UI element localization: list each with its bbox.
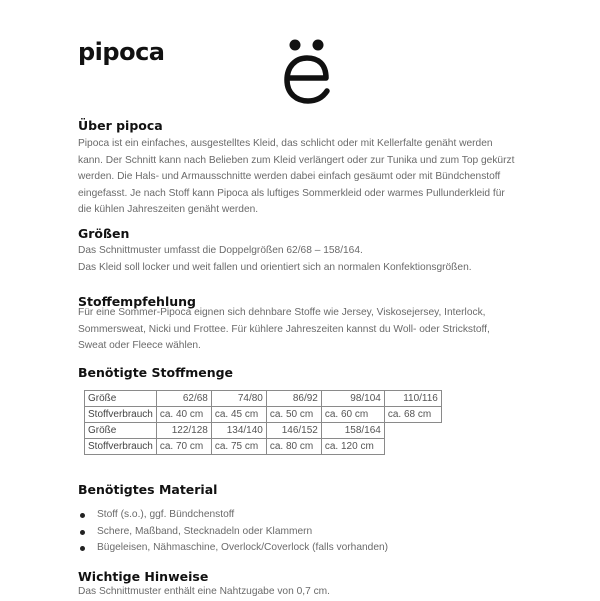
fabric-cell: ca. 68 cm xyxy=(384,407,441,423)
table-row xyxy=(85,439,442,455)
about-heading: Über pipoca xyxy=(78,118,163,133)
bullet-icon xyxy=(80,513,85,518)
fabric-amount-table xyxy=(84,390,442,455)
notes-text xyxy=(78,584,548,601)
fabric-label-cell: Stoffverbrauch xyxy=(85,439,157,455)
list-item xyxy=(78,540,388,557)
about-line: Pipoca ist ein einfaches, ausgestelltes Kleid, das schlicht oder mit Kellerfalte genäht werden xyxy=(78,138,493,149)
about-line: werden. Die Hals- und Armausschnitte werden dabei einfach gesäumt oder mit Bündchenstoff xyxy=(78,171,501,182)
size-cell: 62/68 xyxy=(156,391,211,407)
fabric-cell: ca. 50 cm xyxy=(266,407,321,423)
fabric-line: Sommersweat, Nicki und Frottee. Für kühlere Jahreszeiten kannst du Woll- oder Strickstoff, xyxy=(78,323,490,335)
material-item: Schere, Maßband, Stecknadeln oder Klammern xyxy=(97,525,313,537)
size-label-cell: Größe xyxy=(85,391,157,407)
fabric-cell: ca. 60 cm xyxy=(321,407,384,423)
about-line: kann. Der Schnitt kann nach Belieben zum Kleid verlängert oder zur Tunika und zum Top gekürzt xyxy=(78,154,515,166)
e-umlaut-logo-icon xyxy=(282,34,332,106)
table-row xyxy=(85,407,442,423)
amount-heading: Benötigte Stoffmenge xyxy=(78,365,234,380)
sizes-line: Das Kleid soll locker und weit fallen und orientiert sich an normalen Konfektionsgrößen. xyxy=(78,261,472,273)
material-item: Stoff (s.o.), ggf. Bündchenstoff xyxy=(97,509,235,520)
notes-line: Das Schnittmuster enthält eine Nahtzugabe von 0,7 cm. xyxy=(78,586,330,597)
material-list xyxy=(78,507,388,557)
table-row xyxy=(85,423,442,439)
material-heading: Benötigtes Material xyxy=(78,482,218,497)
fabric-heading: Stoffempfehlung xyxy=(78,294,196,309)
fabric-text xyxy=(78,305,548,355)
sizes-heading: Größen xyxy=(78,226,130,241)
about-text xyxy=(78,136,548,219)
fabric-label-cell: Stoffverbrauch xyxy=(85,407,157,423)
fabric-cell: ca. 45 cm xyxy=(211,407,266,423)
size-cell: 146/152 xyxy=(266,423,321,439)
about-line: eingefasst. Je nach Stoff kann Pipoca als luftiges Sommerkleid oder warmes Pullunderkleid für xyxy=(78,187,505,199)
size-label-cell: Größe xyxy=(85,423,157,439)
sizes-line: Das Schnittmuster umfasst die Doppelgrößen 62/68 – 158/164. xyxy=(78,245,363,256)
page-title: pipoca xyxy=(78,38,165,66)
fabric-line: Für eine Sommer-Pipoca eignen sich dehnbare Stoffe wie Jersey, Viskosejersey, Interlock, xyxy=(78,307,486,318)
bullet-icon xyxy=(80,530,85,535)
empty-cell xyxy=(384,423,441,439)
list-item xyxy=(78,507,388,524)
notes-heading: Wichtige Hinweise xyxy=(78,569,209,584)
fabric-cell: ca. 70 cm xyxy=(156,439,211,455)
list-item xyxy=(78,524,388,541)
bullet-icon xyxy=(80,546,85,551)
size-cell: 110/116 xyxy=(384,391,441,407)
fabric-cell: ca. 40 cm xyxy=(156,407,211,423)
fabric-line: Sweat oder Fleece wählen. xyxy=(78,340,201,351)
size-cell: 158/164 xyxy=(321,423,384,439)
fabric-cell: ca. 75 cm xyxy=(211,439,266,455)
fabric-cell: ca. 80 cm xyxy=(266,439,321,455)
size-cell: 74/80 xyxy=(211,391,266,407)
size-cell: 86/92 xyxy=(266,391,321,407)
size-cell: 134/140 xyxy=(211,423,266,439)
sizes-text xyxy=(78,243,548,276)
size-cell: 98/104 xyxy=(321,391,384,407)
table-row xyxy=(85,391,442,407)
size-cell: 122/128 xyxy=(156,423,211,439)
about-line: die kühlen Jahreszeiten genäht werden. xyxy=(78,204,259,215)
fabric-cell: ca. 120 cm xyxy=(321,439,384,455)
empty-cell xyxy=(384,439,441,455)
material-item: Bügeleisen, Nähmaschine, Overlock/Coverlock (falls vorhanden) xyxy=(97,542,389,553)
